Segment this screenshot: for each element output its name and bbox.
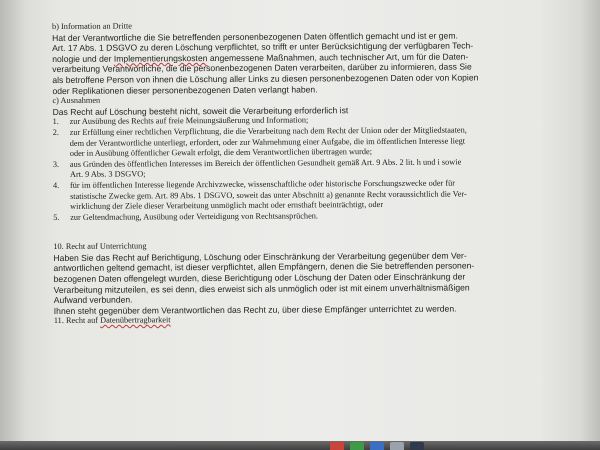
section-10-line-1: Haben Sie das Recht auf Berichtigung, Löschung oder Einschränkung der Verarbeitung gegenüber dem Ver- [53,250,467,263]
list-item-number: 1. [52,117,59,127]
list-item-line: zur Geltendmachung, Ausübung oder Verteidigung von Rechtsansprüchen. [70,211,318,222]
section-10-line-3: bezogenen Daten offengelegt wurden, diese Berichtigung oder Löschung der Daten oder Einschränkung der [53,271,466,285]
list-item-number: 4. [52,180,60,190]
app-icon-gray[interactable] [390,442,404,450]
app-icon-green[interactable] [350,442,364,450]
section-11-prefix: 11. Recht auf [53,316,101,326]
list-item-line: aus Gründen des öffentlichen Interesses im Bereich der öffentlichen Gesundheit gemäß Art. 9 Abs. 2 lit. h und i sowie [69,157,462,169]
section-c-heading: c) Ausnahmen [52,95,101,106]
section-10-paragraph [53,250,573,317]
exceptions-list [53,114,574,223]
list-item-line: wirklichung der Ziele dieser Verarbeitung unmöglich macht oder ernsthaft beeinträchtigt, oder [70,200,384,211]
section-b-line-4: verarbeitung Verantwortliche, die die personenbezogenen Daten verarbeiten, darüber zu informieren, dass Sie [52,61,472,75]
section-11-heading [54,313,574,327]
list-item-text [70,125,573,160]
list-item-line: oder in Ausübung öffentlicher Gewalt erfolgt, die dem Verantwortlichen übertragen wurde; [69,147,373,159]
list-item-text [70,178,573,213]
app-icon-red[interactable] [330,442,344,450]
section-10-line-2: antwortlichen geltend gemacht, ist dieser verpflichtet, allen Empfängern, denen die Sie betreffenden personen- [53,260,475,274]
section-b-line-6: oder Replikationen dieser personenbezogenen Daten verlangt haben. [52,83,318,96]
list-item-number: 3. [52,159,60,169]
list-item-line: statistische Zwecke gem. Art. 89 Abs. 1 DSGVO, soweit das unter Abschnitt a) genannte Recht voraussichtlich die Ver- [70,188,467,201]
list-item-line: zur Erfüllung einer rechtlichen Verpflichtung, die die Verarbeitung nach dem Recht der Union oder der Mitgliedstaaten, [69,125,467,137]
section-b-line-5: als betroffene Person von ihnen die Löschung aller Links zu diesen personenbezogenen Daten oder von Kopien [52,72,479,85]
taskbar [0,441,600,450]
section-b-line-3-end: angemessene Maßnahmen, auch technischer Art, um für die Daten- [207,51,469,63]
document-page[interactable] [52,19,575,436]
section-10-line-5: Aufwand verbunden. [53,294,133,306]
section-10-line-6: Ihnen steht gegenüber dem Verantwortlichen das Recht zu, über diese Empfänger unterrichtet zu werden. [53,303,457,316]
section-c-intro: Das Recht auf Löschung besteht nicht, soweit die Verarbeitung erforderlich ist [52,104,349,117]
section-10-line-4: Verarbeitung mitzuteilen, es sei denn, dies erweist sich als unmöglich oder ist mit einem unverhältnismäßigen [53,282,470,295]
app-icon-blue[interactable] [370,442,384,450]
section-b-line-2: Art. 17 Abs. 1 DSGVO zu deren Löschung verpflichtet, so trifft er unter Berücksichtigung der verfügbaren Tech- [52,40,474,54]
list-item-number: 2. [52,127,59,137]
misspelled-word[interactable]: Datenübertragbarkeit [100,315,171,326]
list-item [53,178,573,213]
app-icon-dark[interactable] [410,442,424,450]
misspelled-word[interactable]: Implementierungskosten [113,52,208,64]
list-item [53,125,573,160]
list-item-number: 5. [53,212,60,222]
section-b-paragraph [52,29,572,96]
section-10-heading: 10. Recht auf Unterrichtung [53,241,147,252]
section-b-heading: b) Information an Dritte [52,21,133,31]
section-b-line-1: Hat der Verantwortliche die Sie betreffenden personenbezogenen Daten öffentlich gemacht und ist er gem. [52,30,458,43]
list-item-line: für im öffentlichen Interesse liegende Archivzwecke, wissenschaftliche oder historische Forschungszwecke oder für [69,178,456,190]
list-item-line: zur Ausübung des Rechts auf freie Meinungsäußerung und Information; [69,115,309,127]
section-b-line-3-start: nologie und der [52,53,114,64]
list-item-line: Art. 9 Abs. 3 DSGVO; [69,169,146,180]
list-item-line: dem der Verantwortliche unterliegt, erfordert, oder zur Wahrnehmung einer Aufgabe, die im öffentlichen Interesse liegt [69,136,466,148]
list-item-text [70,157,573,181]
